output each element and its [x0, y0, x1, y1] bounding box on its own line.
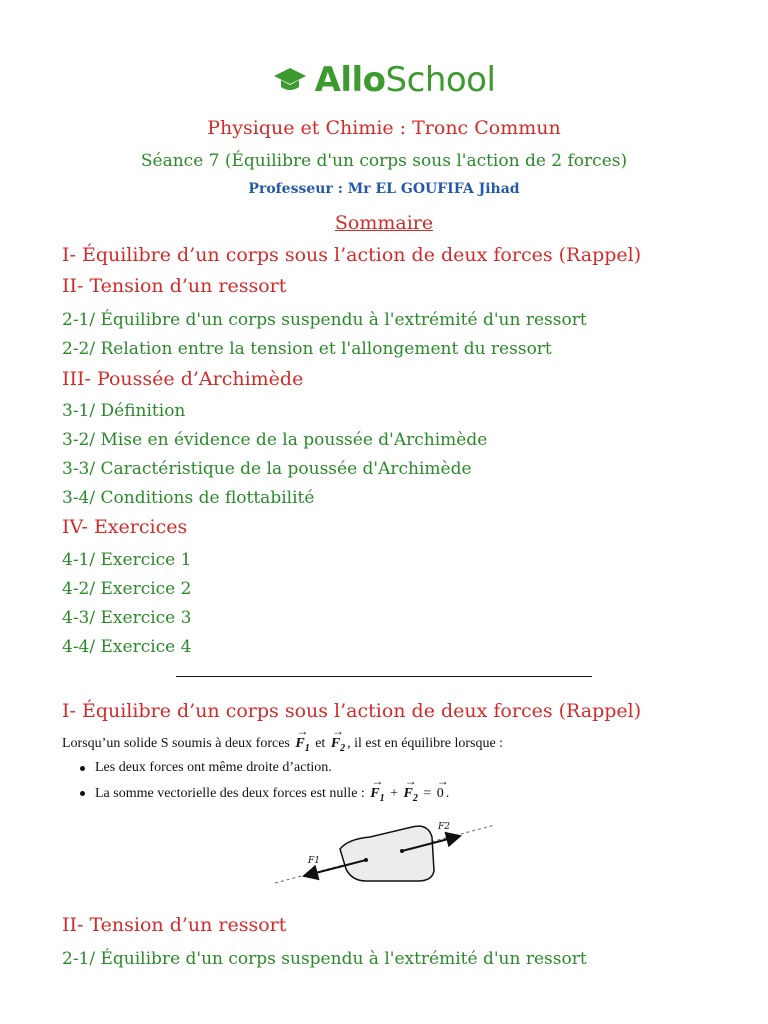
vector-f1: → $F_1$: [295, 736, 309, 754]
alloschool-logo: [0, 60, 768, 100]
course-title: Physique et Chimie : Tronc Commun: [207, 117, 561, 139]
vector-f2: → $F_2$: [404, 786, 418, 804]
force-f2-label: F2: [438, 822, 450, 832]
summary-item: III- Poussée d’Archimède: [62, 368, 304, 390]
section2-sub1: 2-1/ Équilibre d'un corps suspendu à l'extrémité d'un ressort: [62, 949, 587, 969]
logo-text: AlloSchool: [314, 60, 496, 100]
application-point: [400, 849, 404, 853]
summary-item: I- Équilibre d’un corps sous l’action de deux forces (Rappel): [62, 244, 642, 266]
bullet-dot: [80, 766, 85, 771]
section-divider: [176, 676, 592, 677]
summary-item: 4-3/ Exercice 3: [62, 608, 192, 628]
graduation-cap-icon: [273, 66, 307, 94]
summary-item: II- Tension d’un ressort: [62, 275, 287, 297]
solid-body: [340, 826, 434, 881]
summary-item: 3-4/ Conditions de flottabilité: [62, 488, 315, 508]
summary-heading: Sommaire: [334, 212, 434, 234]
summary-item: 3-2/ Mise en évidence de la poussée d'Archimède: [62, 430, 488, 450]
summary-item: 2-2/ Relation entre la tension et l'allongement du ressort: [62, 339, 552, 359]
summary-item: 4-1/ Exercice 1: [62, 550, 192, 570]
seance-title: Séance 7 (Équilibre d'un corps sous l'action de 2 forces): [140, 151, 628, 171]
professor-name: Professeur : Mr EL GOUFIFA Jihad: [248, 181, 520, 197]
vector-f2: → $F_2$: [331, 736, 345, 754]
bullet-1: Les deux forces ont même droite d’action.: [95, 760, 332, 775]
summary-item: 3-1/ Définition: [62, 401, 186, 421]
bullet-2: La somme vectorielle des deux forces est nulle : → $F_1$ + → $F_2$ = → 0 .: [95, 786, 449, 804]
section1-intro: Lorsqu’un solide S soumis à deux forces → $F_1$ et → $F_2$ , il est en équilibre lorsque :: [62, 736, 503, 754]
summary-item: IV- Exercices: [62, 516, 188, 538]
vector-f1: → $F_1$: [370, 786, 384, 804]
summary-item: 3-3/ Caractéristique de la poussée d'Archimède: [62, 459, 472, 479]
application-point: [364, 858, 368, 862]
bullet-dot: [80, 791, 85, 796]
force-f1-label: F1: [308, 856, 320, 866]
summary-item: 4-2/ Exercice 2: [62, 579, 192, 599]
vector-zero: → 0: [437, 786, 444, 802]
two-forces-figure: [270, 815, 500, 890]
section1-heading: I- Équilibre d’un corps sous l’action de deux forces (Rappel): [62, 700, 642, 722]
section2-heading: II- Tension d’un ressort: [62, 914, 287, 936]
summary-item: 2-1/ Équilibre d'un corps suspendu à l'extrémité d'un ressort: [62, 310, 587, 330]
summary-item: 4-4/ Exercice 4: [62, 637, 192, 657]
